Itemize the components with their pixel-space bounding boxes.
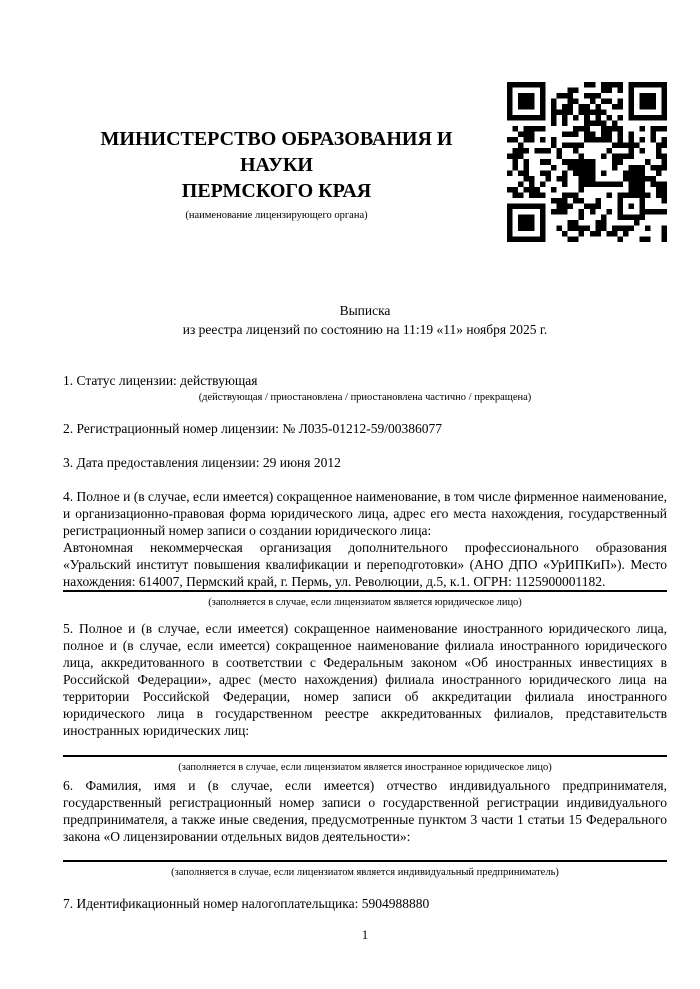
legal-entity-answer: Автономная некоммерческая организация дополнительного профессионального образования «Уральский институт повышения квалификации и переподготовки» (АНО ДПО «УрИПКиП»). Место нахождения: 614007, Пермский край, г. Пермь, ул. Революции, д.5, к.1. ОГРН: 1125900001182. bbox=[63, 540, 667, 589]
license-status-text: 1. Статус лицензии: действующая bbox=[63, 373, 258, 388]
licensing-authority-header bbox=[63, 126, 490, 222]
item-registration-number bbox=[63, 420, 667, 437]
taxpayer-id-text: 7. Идентификационный номер налогоплательщика: 5904988880 bbox=[63, 896, 430, 911]
item-foreign-entity bbox=[63, 620, 667, 774]
document-title-line2: из реестра лицензий по состоянию на 11:19 «11» ноября 2025 г. bbox=[182, 321, 548, 337]
item-legal-entity bbox=[63, 488, 667, 609]
qr-code-icon bbox=[507, 82, 667, 242]
item-taxpayer-id bbox=[63, 895, 667, 912]
license-status-options-caption: (действующая / приостановлена / приостановлена частично / прекращена) bbox=[198, 392, 532, 403]
foreign-entity-question: 5. Полное и (в случае, если имеется) сокращенное наименование иностранного юридического лица, полное и (в случае, если имеется) сокращенное наименование филиала иностранного юридического лица, аккредитованного в соответствии с Федеральным законом «Об иностранных инвестициях в Российской Федерации», адрес (место нахождения) филиала иностранного юридического лица на территории Российской Федерации, номер записи об аккредитации филиала иностранного юридического лица в государственном реестре аккредитованных филиалов, представительств иностранных юридических лиц: bbox=[63, 621, 667, 738]
fill-in-rule-individual-entrepreneur bbox=[63, 860, 667, 862]
item-license-status bbox=[63, 372, 667, 404]
registration-number-text: 2. Регистрационный номер лицензии: № Л035-01212-59/00386077 bbox=[63, 421, 443, 436]
ministry-name-line1: МИНИСТЕРСТВО ОБРАЗОВАНИЯ И НАУКИ bbox=[100, 128, 453, 176]
grant-date-text: 3. Дата предоставления лицензии: 29 июня 2012 bbox=[63, 455, 341, 470]
legal-entity-caption: (заполняется в случае, если лицензиатом является юридическое лицо) bbox=[208, 597, 522, 608]
page-number: 1 bbox=[361, 928, 369, 942]
ministry-name-line2: ПЕРМСКОГО КРАЯ bbox=[181, 180, 372, 202]
fill-in-rule-foreign-entity bbox=[63, 755, 667, 757]
foreign-entity-caption: (заполняется в случае, если лицензиатом является иностранное юридическое лицо) bbox=[178, 762, 552, 773]
document-title-line1: Выписка bbox=[339, 303, 391, 318]
individual-entrepreneur-caption: (заполняется в случае, если лицензиатом является индивидуальный предприниматель) bbox=[171, 867, 559, 878]
legal-entity-question: 4. Полное и (в случае, если имеется) сокращенное наименование, в том числе фирменное наименование, и организационно-правовая форма юридического лица, адрес его места нахождения, государственный регистрационный номер записи о создании юридического лица: bbox=[63, 489, 667, 538]
licensing-authority-note: (наименование лицензирующего органа) bbox=[185, 210, 368, 221]
individual-entrepreneur-question: 6. Фамилия, имя и (в случае, если имеется) отчество индивидуального предпринимателя, государственный регистрационный номер записи о государственной регистрации индивидуального предпринимателя, а также иные сведения, предусмотренные пунктом 3 части 1 статьи 15 Федерального закона «О лицензировании отдельных видов деятельности»: bbox=[63, 778, 667, 844]
item-grant-date bbox=[63, 454, 667, 471]
item-individual-entrepreneur bbox=[63, 777, 667, 879]
qr-code bbox=[507, 82, 667, 242]
fill-in-rule-legal-entity bbox=[63, 590, 667, 592]
document-title bbox=[63, 302, 667, 339]
